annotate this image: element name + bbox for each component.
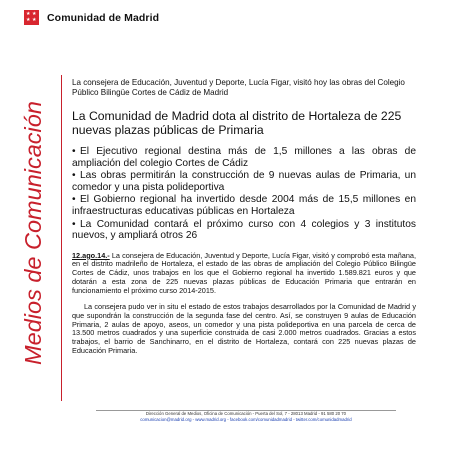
logo-star: ★: [26, 11, 31, 17]
paragraph-2: La consejera pudo ver in situ el estado de estos trabajos desarrollados por la Comunidad de Madrid y que supondrán la construcción de la segunda fase del centro. Así, se construyen 9 aulas de Educación Primaria, 2 aulas de apoyo, aseos, un comedor y una pista polideportiva en una parcela de cerca de 13.500 metros cuadrados y una superficie construida de casi 2.000 metros cuadrados. Gracias a estos trabajos, el barrio de Sanchinarro, en el distrito de Hortaleza, contará con 225 nuevas plazas de Educación Primaria.: [72, 302, 416, 355]
madrid-flag-icon: [24, 10, 39, 25]
footer-links[interactable]: comunicacion@madrid.org - www.madrid.org - facebook.com/comunidadmadrid - twitter.com/comunidadmadrid: [140, 416, 352, 422]
bullet-text: Las obras permitirán la construcción de 9 nuevas aulas de Primaria, un comedor y una pista polideportiva: [72, 170, 416, 193]
bullet-text: El Gobierno regional ha invertido desde 2004 más de 15,5 millones en infraestructuras educativas públicas en Hortaleza: [72, 194, 416, 217]
list-item: [72, 194, 416, 217]
header-logo: [24, 10, 159, 25]
paragraph-1: [72, 252, 416, 296]
bullet-icon: •: [72, 194, 76, 206]
bullet-icon: •: [72, 170, 76, 182]
bullet-icon: •: [72, 218, 76, 230]
list-item: [72, 146, 416, 169]
bullet-text: El Ejecutivo regional destina más de 1,5 millones a las obras de ampliación del colegio Cortes de Cádiz: [72, 146, 416, 169]
list-item: [72, 219, 416, 242]
dateline: 12.ago.14.-: [72, 250, 110, 260]
bullet-text: La Comunidad contará el próximo curso con 4 colegios y 3 institutos nuevos, y ampliará otros 26: [72, 218, 416, 242]
paragraph-1-text: La consejera de Educación, Juventud y Deporte, Lucía Figar, visitó y comprobó esta mañana, en el distrito madrileño de Hortaleza, el estado de las obras de ampliación del Colegio Público Bilingüe Cortes de Cádiz, unos trabajos en los que el Gobierno regional ha invertido 1.589.821 euros y que dotarán a esta zona de 225 nuevas plazas públicas de Educación Primaria que entrarán en funcionamiento el próximo curso 2014-2015.: [72, 250, 416, 295]
logo-star: ★: [32, 11, 37, 17]
headline: La Comunidad de Madrid dota al distrito de Hortaleza de 225 nuevas plazas públicas de Primaria: [72, 109, 402, 137]
list-item: [72, 170, 416, 193]
footer-address: Dirección General de Medios, Oficina de Comunicación - Puerta del Sol, 7 - 28013 Madrid - 91 580 20 70: [145, 411, 347, 416]
logo-star: ★: [26, 17, 31, 23]
press-release-body: [72, 78, 416, 355]
kicker: La consejera de Educación, Juventud y Deporte, Lucía Figar, visitó hoy las obras del Colegio Público Bilingüe Cortes de Cádiz de Madrid: [72, 78, 405, 97]
bullet-list: [72, 146, 416, 242]
logo-star: ★: [32, 17, 37, 23]
footer: [96, 408, 396, 422]
org-name: Comunidad de Madrid: [47, 11, 160, 24]
bullet-icon: •: [72, 146, 76, 157]
vertical-section-title: Medios de Comunicación: [20, 101, 46, 365]
vertical-divider: [61, 75, 62, 401]
